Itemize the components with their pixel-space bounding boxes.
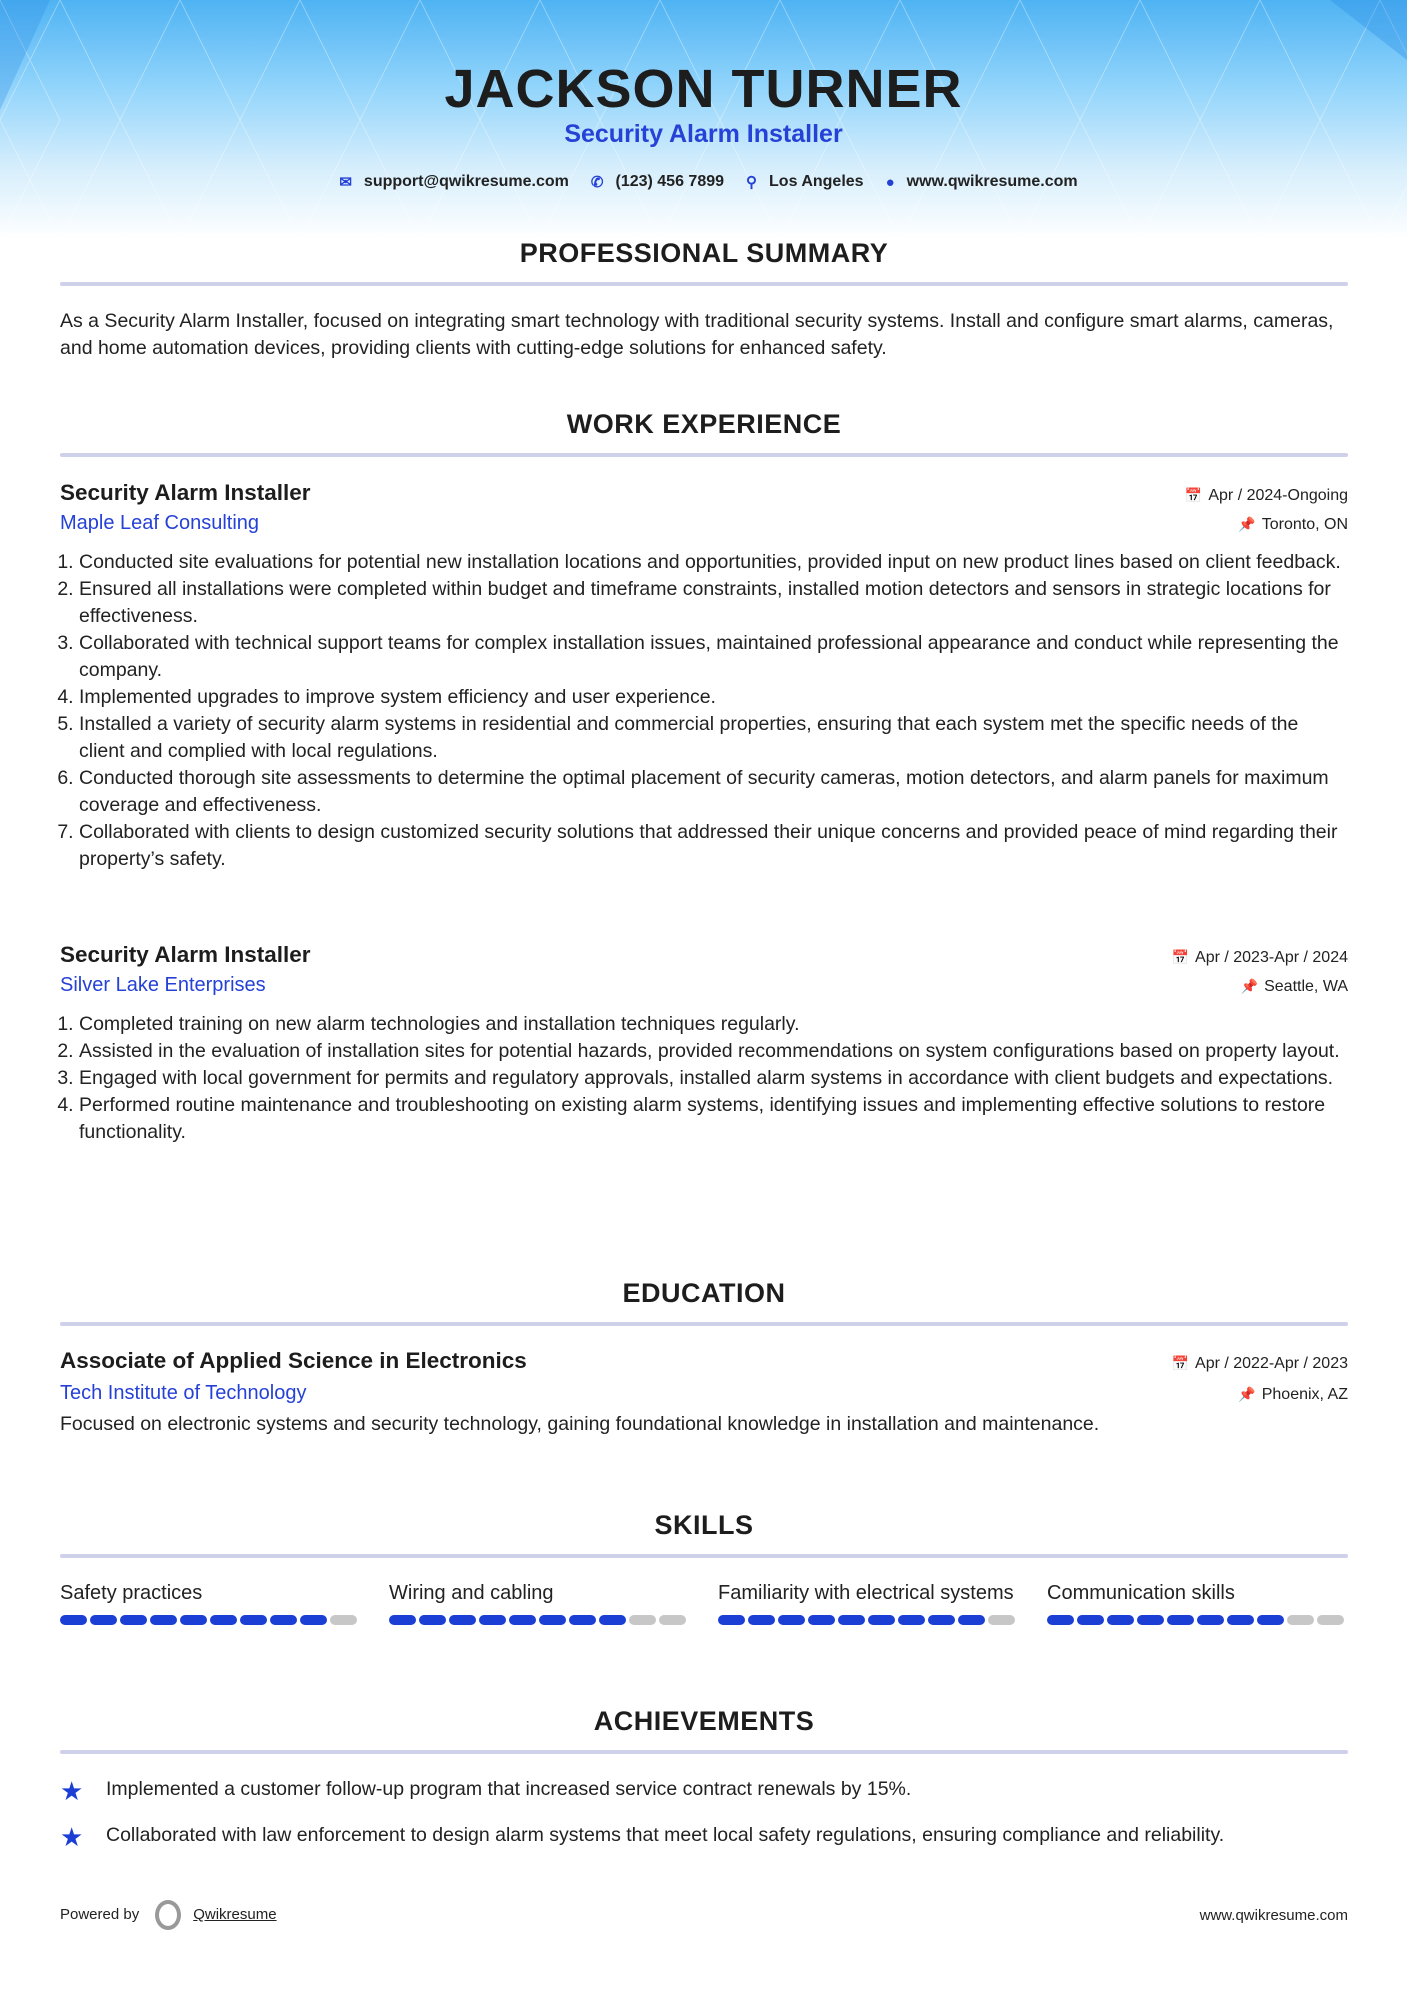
job-location: Seattle, WA	[1264, 978, 1348, 995]
education-section	[60, 1278, 1348, 1438]
location-icon: ⚲	[746, 174, 758, 191]
list-item: 5. Installed a variety of security alarm systems in residential and commercial properties, ensuring that each system met the specific needs of the client and complied with local regulations.	[79, 711, 1348, 765]
skill-name: Safety practices	[60, 1582, 203, 1604]
skill-segment-filled	[150, 1615, 177, 1625]
skill-item	[718, 1580, 1017, 1625]
skill-segment-filled	[928, 1615, 955, 1625]
calendar-icon: 📅	[1171, 949, 1190, 965]
education-location: Phoenix, AZ	[1261, 1386, 1348, 1403]
skill-segment-empty	[988, 1615, 1015, 1625]
education-description: Focused on electronic systems and security technology, gaining foundational knowledge in installation and maintenance.	[60, 1413, 1100, 1435]
qwikresume-logo-icon	[155, 1900, 181, 1930]
skill-segment-filled	[479, 1615, 506, 1625]
skill-name: Communication skills	[1047, 1582, 1235, 1604]
calendar-icon: 📅	[1171, 1355, 1190, 1371]
list-item: 7. Collaborated with clients to design customized security solutions that addressed their unique concerns and provided peace of mind regarding their property’s safety.	[79, 819, 1348, 873]
skill-item	[1047, 1580, 1346, 1625]
skill-segment-empty	[659, 1615, 686, 1625]
list-item: 1. Completed training on new alarm technologies and installation techniques regularly.	[79, 1011, 1348, 1038]
star-icon: ★	[60, 1822, 84, 1852]
divider	[60, 282, 1348, 286]
phone-icon: ✆	[590, 174, 604, 191]
skill-segment-filled	[509, 1615, 536, 1625]
skill-level-bar	[389, 1615, 688, 1625]
calendar-icon: 📅	[1184, 487, 1203, 503]
list-item: 1. Conducted site evaluations for potential new installation locations and opportunities, provided input on new product lines based on client feedback.	[79, 549, 1348, 576]
skill-segment-filled	[539, 1615, 566, 1625]
skill-segment-empty	[1287, 1615, 1314, 1625]
footer	[60, 1900, 1348, 1930]
achievement-text: Collaborated with law enforcement to design alarm systems that meet local safety regulations, ensuring compliance and reliability.	[106, 1824, 1225, 1846]
section-heading: PROFESSIONAL SUMMARY	[519, 238, 889, 268]
skill-segment-filled	[838, 1615, 865, 1625]
skill-segment-filled	[808, 1615, 835, 1625]
skill-segment-empty	[1317, 1615, 1344, 1625]
section-heading: EDUCATION	[622, 1278, 786, 1308]
section-heading: WORK EXPERIENCE	[566, 409, 842, 439]
skill-level-bar	[1047, 1615, 1346, 1625]
job-duties	[60, 1011, 1348, 1146]
job-title: Security Alarm Installer	[60, 480, 311, 505]
job-entry	[60, 480, 1348, 873]
list-item: 6. Conducted thorough site assessments to determine the optimal placement of security cameras, motion detectors, and alarm panels for maximum coverage and effectiveness.	[79, 765, 1348, 819]
skill-segment-empty	[629, 1615, 656, 1625]
education-date: Apr / 2022-Apr / 2023	[1195, 1355, 1348, 1372]
skill-segment-filled	[1197, 1615, 1224, 1625]
star-icon: ★	[60, 1776, 84, 1806]
email[interactable]: support@qwikresume.com	[363, 173, 569, 190]
skill-name: Familiarity with electrical systems	[718, 1582, 1014, 1604]
skill-item	[60, 1580, 359, 1625]
section-heading: SKILLS	[654, 1510, 754, 1540]
skill-segment-filled	[120, 1615, 147, 1625]
company-name: Maple Leaf Consulting	[60, 512, 260, 534]
skill-segment-filled	[569, 1615, 596, 1625]
skill-segment-filled	[240, 1615, 267, 1625]
skill-segment-filled	[1167, 1615, 1194, 1625]
list-item: 3. Collaborated with technical support teams for complex installation issues, maintained professional appearance and conduct while representing the company.	[79, 630, 1348, 684]
candidate-name: JACKSON TURNER	[444, 59, 963, 119]
skill-segment-filled	[419, 1615, 446, 1625]
skill-segment-filled	[1137, 1615, 1164, 1625]
globe-icon: ●	[885, 173, 895, 191]
divider	[60, 453, 1348, 457]
skill-segment-filled	[718, 1615, 745, 1625]
pin-icon: 📌	[1238, 1386, 1256, 1402]
divider	[60, 1750, 1348, 1754]
skills-section	[60, 1510, 1348, 1625]
skill-segment-filled	[389, 1615, 416, 1625]
skill-segment-filled	[778, 1615, 805, 1625]
list-item: 4. Performed routine maintenance and troubleshooting on existing alarm systems, identifying issues and implementing effective solutions to restore functionality.	[79, 1092, 1348, 1146]
company-name: Silver Lake Enterprises	[60, 974, 266, 996]
job-location: Toronto, ON	[1261, 516, 1348, 533]
achievement-text: Implemented a customer follow-up program that increased service contract renewals by 15%.	[106, 1778, 912, 1800]
skill-segment-filled	[270, 1615, 297, 1625]
skill-segment-filled	[748, 1615, 775, 1625]
pin-icon: 📌	[1238, 516, 1256, 532]
job-title: Security Alarm Installer	[60, 942, 311, 967]
footer-website[interactable]: www.qwikresume.com	[1199, 1906, 1348, 1924]
skill-segment-filled	[90, 1615, 117, 1625]
list-item: 3. Engaged with local government for permits and regulatory approvals, installed alarm systems in accordance with client budgets and expectations.	[79, 1065, 1348, 1092]
skill-segment-filled	[599, 1615, 626, 1625]
achievement-item	[60, 1822, 1348, 1852]
job-duties	[60, 549, 1348, 873]
summary-section	[60, 238, 1348, 362]
job-date: Apr / 2023-Apr / 2024	[1195, 949, 1348, 966]
summary-text: As a Security Alarm Installer, focused on integrating smart technology with traditional security systems. Install and configure smart alarms, cameras, and home automation devices, providing clients with cutting-edge solutions for enhanced safety.	[60, 310, 1334, 359]
experience-section	[60, 409, 1348, 457]
skill-level-bar	[718, 1615, 1017, 1625]
email-icon: ✉	[339, 174, 352, 191]
skill-segment-filled	[1107, 1615, 1134, 1625]
section-heading: ACHIEVEMENTS	[593, 1706, 815, 1736]
divider	[60, 1322, 1348, 1326]
job-date: Apr / 2024-Ongoing	[1208, 487, 1348, 504]
divider	[60, 1554, 1348, 1558]
location: Los Angeles	[769, 173, 864, 190]
skill-segment-filled	[1227, 1615, 1254, 1625]
skill-segment-filled	[180, 1615, 207, 1625]
phone: (123) 456 7899	[615, 173, 725, 190]
skill-segment-filled	[210, 1615, 237, 1625]
powered-by-label: Powered by	[60, 1905, 140, 1923]
skill-segment-filled	[1077, 1615, 1104, 1625]
skill-segment-filled	[449, 1615, 476, 1625]
skill-segment-filled	[898, 1615, 925, 1625]
skill-segment-empty	[330, 1615, 357, 1625]
contact-bar	[0, 173, 1407, 191]
skill-segment-filled	[60, 1615, 87, 1625]
skills-list	[60, 1580, 1348, 1625]
skill-item	[389, 1580, 688, 1625]
achievements-section	[60, 1706, 1348, 1868]
skill-segment-filled	[958, 1615, 985, 1625]
skill-segment-filled	[300, 1615, 327, 1625]
degree: Associate of Applied Science in Electronics	[60, 1348, 527, 1373]
skill-segment-filled	[1257, 1615, 1284, 1625]
website[interactable]: www.qwikresume.com	[906, 173, 1078, 190]
job-entry	[60, 942, 1348, 1146]
skill-level-bar	[60, 1615, 359, 1625]
list-item: 4. Implemented upgrades to improve system efficiency and user experience.	[79, 684, 1348, 711]
school-name: Tech Institute of Technology	[60, 1382, 307, 1404]
brand-link[interactable]: Qwikresume	[193, 1905, 277, 1923]
candidate-title: Security Alarm Installer	[564, 120, 843, 148]
list-item: 2. Assisted in the evaluation of installation sites for potential hazards, provided recommendations on system configurations based on property layout.	[79, 1038, 1348, 1065]
skill-segment-filled	[868, 1615, 895, 1625]
skill-segment-filled	[1047, 1615, 1074, 1625]
achievement-item	[60, 1776, 1348, 1806]
list-item: 2. Ensured all installations were completed within budget and timeframe constraints, installed motion detectors and sensors in strategic locations for effectiveness.	[79, 576, 1348, 630]
pin-icon: 📌	[1240, 978, 1259, 994]
skill-name: Wiring and cabling	[389, 1582, 554, 1604]
